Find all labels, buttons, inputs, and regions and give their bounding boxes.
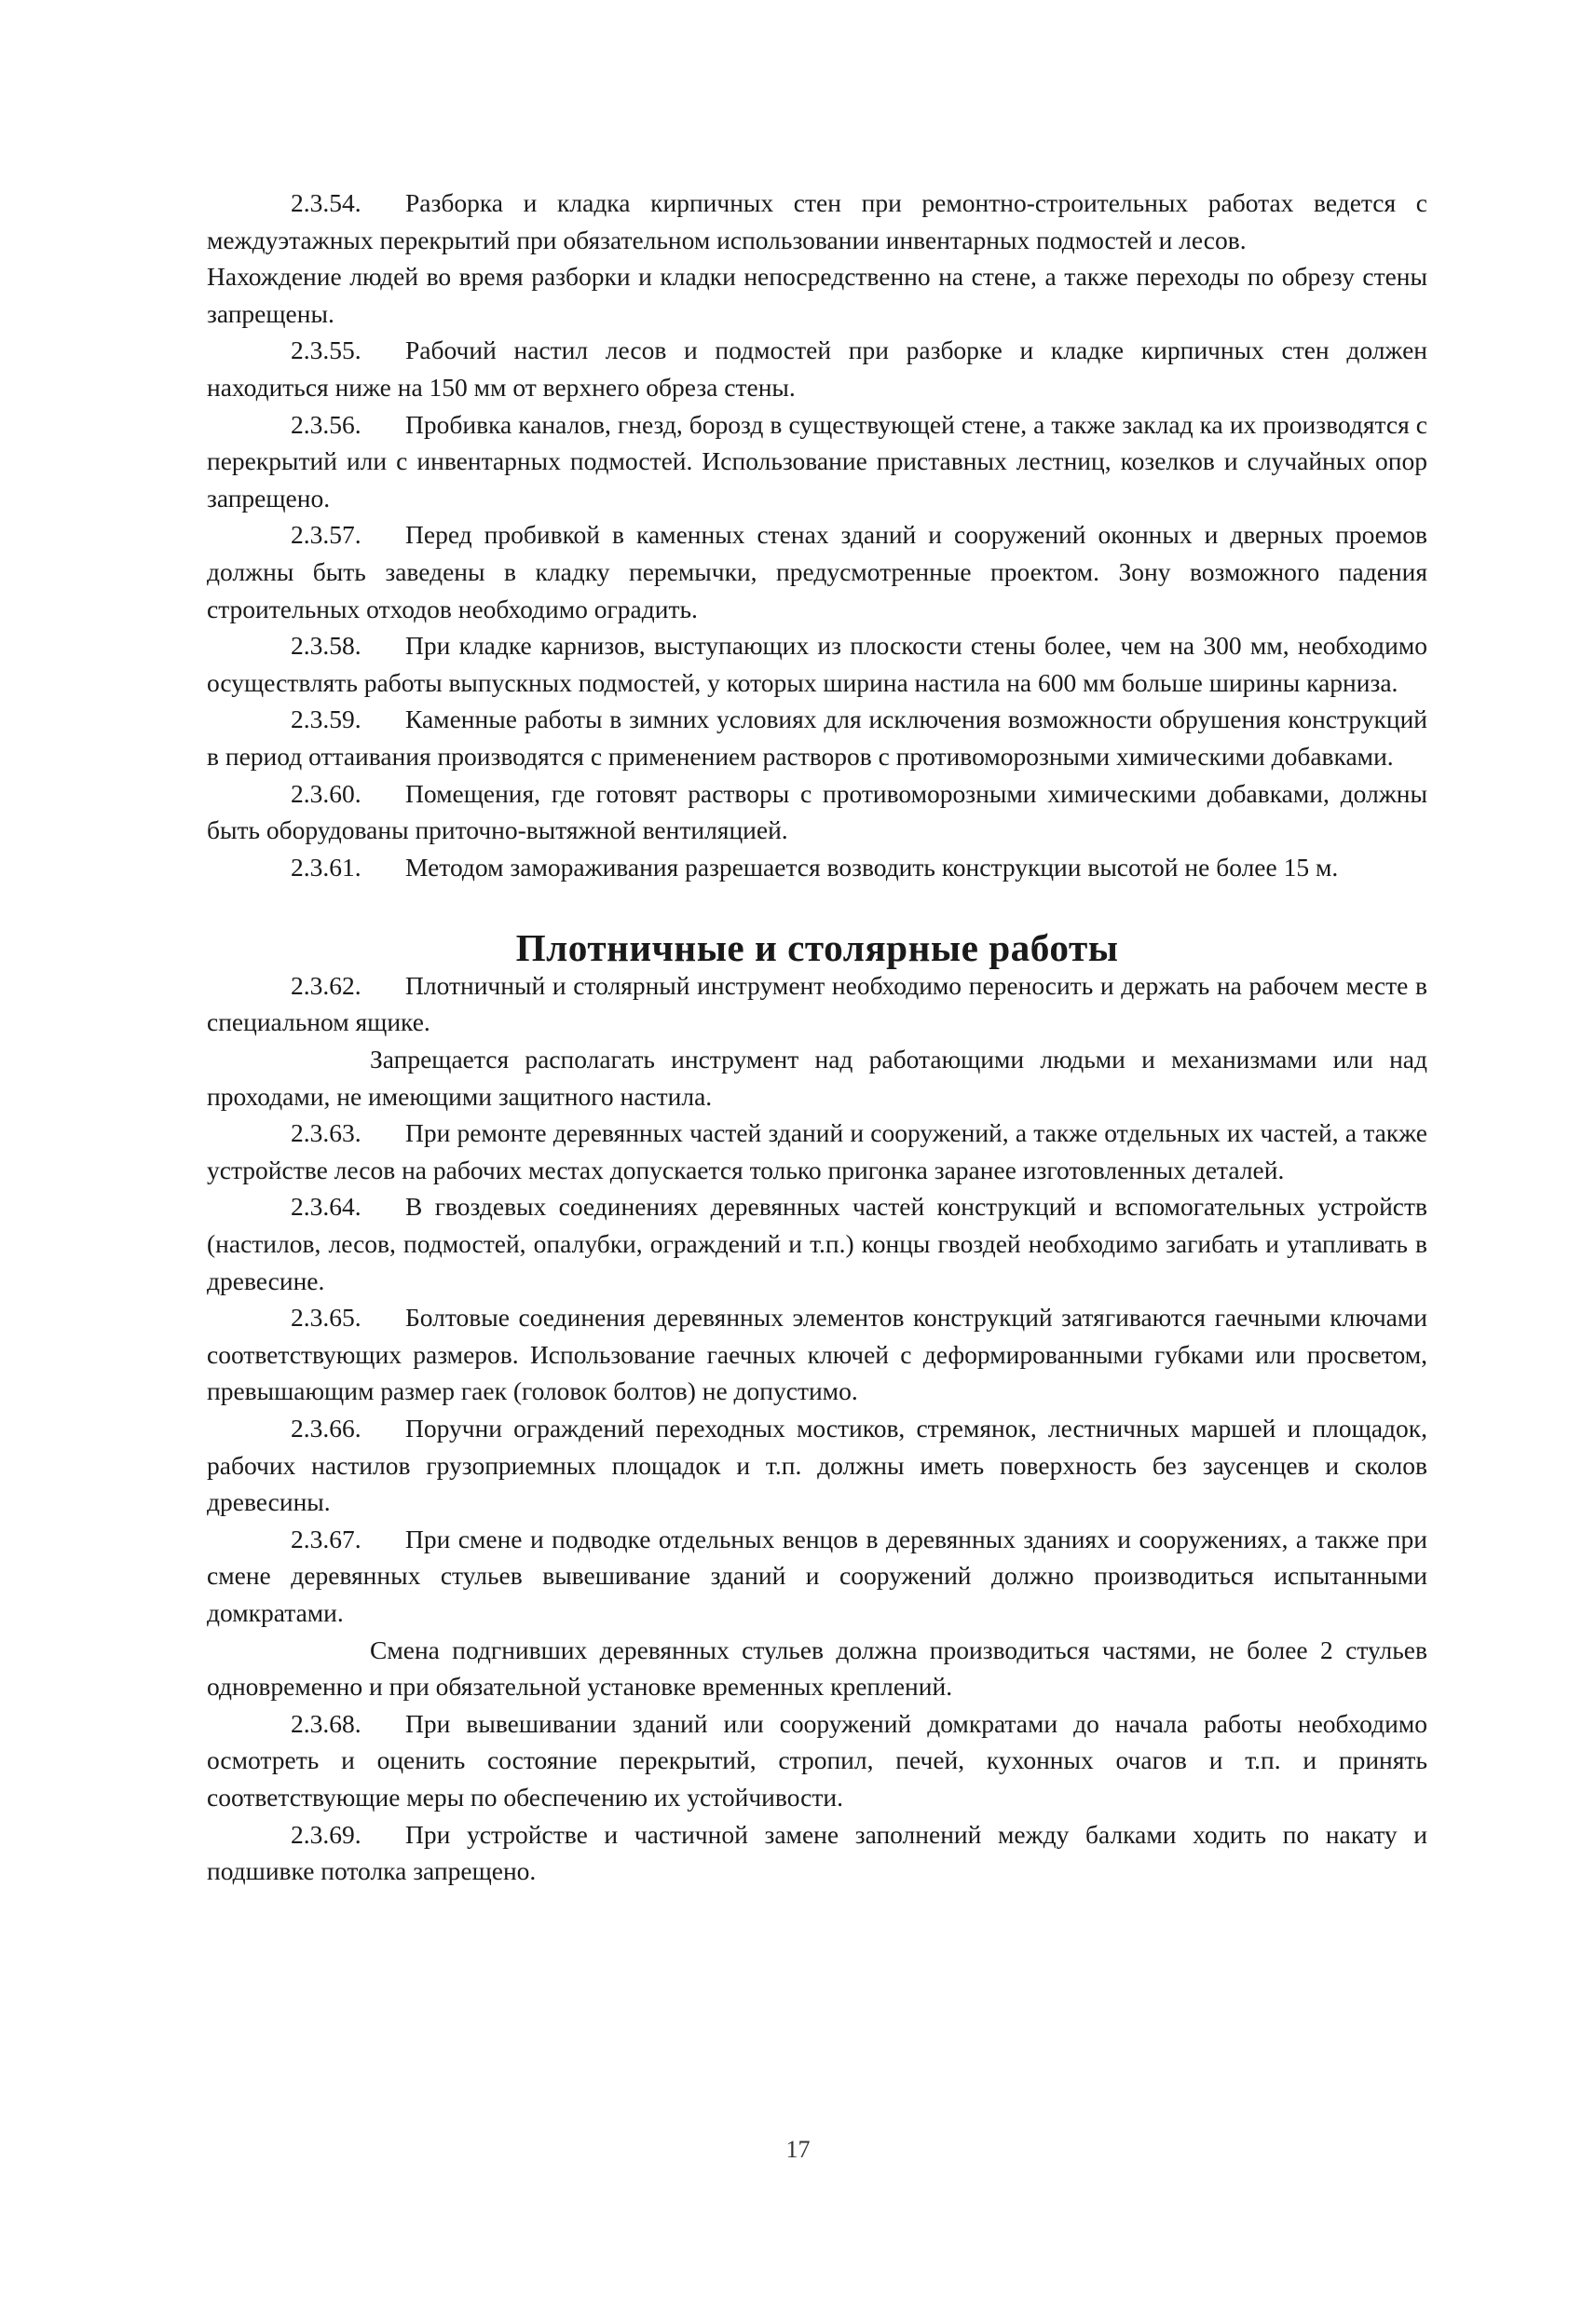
clause-text: В гвоздевых соединениях деревянных частей конструкций и вспомогательных устройств (настилов, лесов, подмостей, опалубки, ограждений и т.п.) концы гвоздей необходимо загибать и утапливать в древесине. [207,1192,1427,1295]
clause-number: 2.3.65. [291,1303,361,1333]
clause-number: 2.3.66. [291,1414,361,1443]
clause-text: Рабочий настил лесов и подмостей при разборке и кладке кирпичных стен должен находиться ниже на 150 мм от верхнего обреза стены. [207,335,1427,402]
clause-number: 2.3.61. [291,852,361,882]
clause-2-3-55 [207,332,1427,405]
clause-number: 2.3.59. [291,705,361,734]
clause-2-3-59 [207,701,1427,774]
clause-2-3-68 [207,1705,1427,1816]
clause-2-3-69 [207,1816,1427,1890]
paragraph-note [207,1041,1427,1115]
clause-text: Плотничный и столярный инструмент необходимо переносить и держать на рабочем месте в специальном ящике. [207,970,1427,1037]
clause-number: 2.3.62. [291,970,361,1000]
clause-text: Болтовые соединения деревянных элементов конструкций затягиваются гаечными ключами соответствующих размеров. Использование гаечных ключей с деформированными губками или просветом, превышающим размер гаек (головок болтов) не допустимо. [207,1303,1427,1406]
clause-2-3-54 [207,185,1427,258]
clause-text: Пробивка каналов, гнезд, борозд в существующей стене, а также заклад ка их производятся с перекрытий или с инвентарных подмостей. Использование приставных лестниц, козелков и случайных опор запрещено. [207,409,1427,513]
clause-2-3-64 [207,1188,1427,1299]
clause-2-3-66 [207,1410,1427,1521]
clause-2-3-65 [207,1299,1427,1410]
clause-text: При ремонте деревянных частей зданий и сооружений, а также отдельных их частей, а также устройстве лесов на рабочих местах допускается только пригонка заранее изготовленных деталей. [207,1118,1427,1184]
clause-text: При вывешивании зданий или сооружений домкратами до начала работы необходимо осмотреть и оценить состояние перекрытий, стропил, печей, кухонных очагов и т.п. и принять соответствующие меры по обеспечению их устойчивости. [207,1708,1427,1812]
section-title: Плотничные и столярные работы [515,926,1119,970]
paragraph-note [207,1632,1427,1705]
clause-text: Поручни ограждений переходных мостиков, стремянок, лестничных маршей и площадок, рабочих настилов грузоприемных площадок и т.п. должны иметь поверхность без заусенцев и сколов древесины. [207,1414,1427,1517]
paragraph-text: Нахождение людей во время разборки и кладки непосредственно на стене, а также переходы по обрезу стены запрещены. [207,262,1427,328]
clause-number: 2.3.60. [291,778,361,808]
paragraph-text: Запрещается располагать инструмент над работающими людьми и механизмами или над проходами, не имеющими защитного настила. [207,1045,1427,1111]
clause-2-3-58 [207,627,1427,701]
clause-2-3-60 [207,775,1427,849]
paragraph-text: Смена подгнивших деревянных стульев должна производиться частями, не более 2 стульев одновременно и при обязательной установке временных креплений. [207,1635,1427,1702]
clause-text: Разборка и кладка кирпичных стен при ремонтно-строительных работах ведется с междуэтажных перекрытий при обязательном использовании инвентарных подмостей и лесов. [207,188,1427,254]
clause-text: Перед пробивкой в каменных стенах зданий и сооружений оконных и дверных проемов должны быть заведены в кладку перемычки, предусмотренные проектом. Зону возможного падения строительных отходов необходимо оградить. [207,520,1427,623]
page-number: 17 [785,2136,811,2163]
clause-number: 2.3.69. [291,1819,361,1849]
clause-2-3-67 [207,1521,1427,1632]
clause-number: 2.3.54. [291,188,361,217]
clause-number: 2.3.68. [291,1708,361,1738]
clause-number: 2.3.55. [291,335,361,365]
clause-number: 2.3.67. [291,1524,361,1553]
clause-number: 2.3.57. [291,520,361,550]
clause-text: Методом замораживания разрешается возводить конструкции высотой не более 15 м. [405,852,1339,882]
document-page [207,185,1427,1890]
clause-text: Каменные работы в зимних условиях для исключения возможности обрушения конструкций в период оттаивания производятся с применением растворов с противоморозными химическими добавками. [207,705,1427,771]
clause-number: 2.3.63. [291,1118,361,1148]
clause-number: 2.3.56. [291,409,361,439]
clause-2-3-61 [207,849,1427,886]
clause-2-3-63 [207,1115,1427,1188]
clause-number: 2.3.64. [291,1192,361,1222]
paragraph-note [207,258,1427,332]
clause-2-3-56 [207,406,1427,517]
clause-text: При смене и подводке отдельных венцов в деревянных зданиях и сооружениях, а также при смене деревянных стульев вывешивание зданий и сооружений должно производиться испытанными домкратами. [207,1524,1427,1627]
clause-number: 2.3.58. [291,631,361,661]
clause-text: При устройстве и частичной замене заполнений между балками ходить по накату и подшивке потолка запрещено. [207,1819,1427,1886]
clause-2-3-57 [207,516,1427,627]
clause-2-3-62 [207,967,1427,1041]
clause-text: Помещения, где готовят растворы с противоморозными химическими добавками, должны быть оборудованы приточно-вытяжной вентиляцией. [207,778,1427,845]
clause-text: При кладке карнизов, выступающих из плоскости стены более, чем на 300 мм, необходимо осуществлять работы выпускных подмостей, у которых ширина настила на 600 мм больше ширины карниза. [207,631,1427,697]
